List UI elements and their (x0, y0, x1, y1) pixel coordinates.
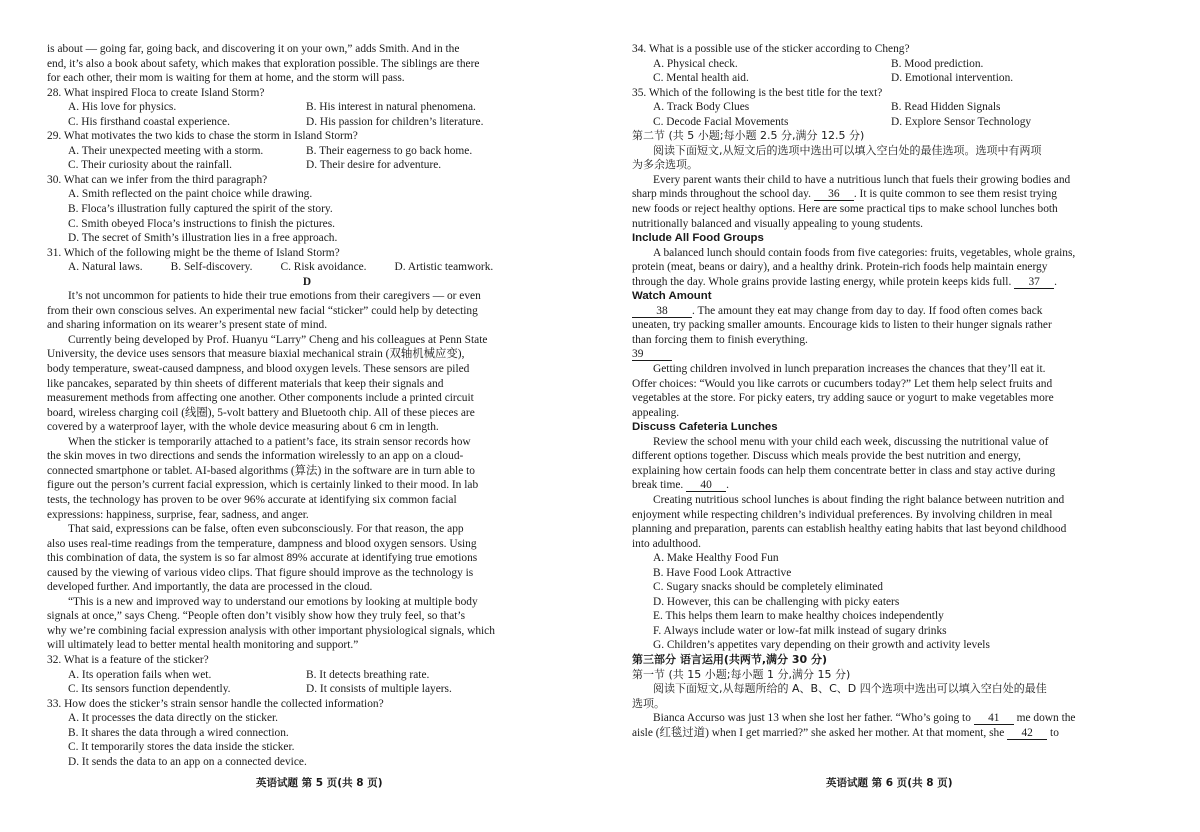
q33-option-a: A. It processes the data directly on the sticker. (68, 712, 279, 725)
q28-option-c: C. His firsthand coastal experience. (68, 115, 230, 128)
passage-line: signals at once,” says Cheng. “People often don’t visibly show how they truly feel, so that’s (47, 610, 466, 623)
passage-line: Bianca Accurso was just 13 when she lost her father. “Who’s going to 41 me down the (653, 712, 1076, 725)
question-33-stem: 33. How does the sticker’s strain sensor handle the collected information? (47, 697, 384, 710)
q29-option-d: D. Their desire for adventure. (306, 159, 442, 172)
passage-line: and sharing information on its wearer’s present state of mind. (47, 319, 328, 332)
q29-option-b: B. Their eagerness to go back home. (306, 144, 473, 157)
q28-option-d: D. His passion for children’s literature. (306, 115, 484, 128)
passage-line: body temperature, sweat-caused dampness, and blood oxygen levels. These sensors are piled (47, 363, 470, 376)
blank-37[interactable]: 37 (1014, 276, 1054, 289)
q35-option-d: D. Explore Sensor Technology (891, 115, 1032, 128)
choice-b: B. Have Food Look Attractive (653, 566, 792, 579)
passage-line: from their own conscious selves. An experimental new facial “sticker” could help by detecting (47, 304, 478, 317)
passage-line: will ultimately lead to better mental health monitoring and support.” (47, 639, 359, 652)
q32-option-b: B. It detects breathing rate. (306, 668, 430, 681)
q34-option-d: D. Emotional intervention. (891, 72, 1014, 85)
q34-option-c: C. Mental health aid. (653, 72, 749, 85)
blank-42[interactable]: 42 (1007, 727, 1047, 740)
q29-option-a: A. Their unexpected meeting with a storm. (68, 144, 264, 157)
passage-line: also uses real-time readings from the temperature, dampness and blood oxygen sensors. Using (47, 537, 477, 550)
subheading-watch-amount: Watch Amount (632, 290, 712, 303)
passage-line: explaining how certain foods can help them concentrate better in class and stay active during (632, 464, 1056, 477)
passage-line (632, 347, 1153, 362)
passage-line: this combination of data, the system is so far almost 89% accurate at identifying true emotions (47, 552, 478, 565)
section-2-instructions-cont: 为多余选项。 (632, 158, 698, 172)
passage-line: Creating nutritious school lunches is about finding the right balance between nutrition and (653, 493, 1065, 506)
section-2-instructions: 阅读下面短文,从短文后的选项中选出可以填入空白处的最佳选项。选项中有两项 (653, 143, 1042, 157)
passage-line: figure out the person’s current facial expression, which is certainly linked to their mood. In lab (47, 479, 479, 492)
section-1-title: 第一节 (共 15 小题;每小题 1 分,满分 15 分) (632, 667, 851, 681)
q35-option-c: C. Decode Facial Movements (653, 115, 789, 128)
passage-line: into adulthood. (632, 537, 701, 550)
section-1-instructions: 阅读下面短文,从每题所给的 A、B、C、D 四个选项中选出可以填入空白处的最佳 (653, 682, 1047, 696)
choice-c: C. Sugary snacks should be completely eliminated (653, 581, 883, 594)
passage-line: enjoyment while respecting children’s individual preferences. By involving children in meal (632, 508, 1053, 521)
passage-line: It’s not uncommon for patients to hide their true emotions from their caregivers — or even (68, 290, 481, 303)
part-3-title: 第三部分 语言运用(共两节,满分 30 分) (632, 652, 828, 666)
passage-line: That said, expressions can be false, often even subconsciously. For that reason, the app (68, 523, 464, 536)
blank-40[interactable]: 40 (686, 479, 726, 492)
question-28-stem: 28. What inspired Floca to create Island Storm? (47, 86, 265, 99)
question-34-stem: 34. What is a possible use of the sticker according to Cheng? (632, 43, 910, 55)
q30-option-a: A. Smith reflected on the paint choice while drawing. (68, 188, 313, 201)
passage-line: Getting children involved in lunch preparation increases the chances that they’ll eat it. (653, 363, 1046, 376)
passage-line: “This is a new and improved way to understand our emotions by looking at multiple body (68, 595, 478, 608)
passage-line: board, wireless charging coil (线圈), 5-volt battery and Bluetooth chip. All of these pieces are (47, 406, 475, 419)
passage-line: aisle (红毯过道) when I get married?” she asked her mother. At that moment, she 42 to (632, 726, 1059, 739)
passage-line: A balanced lunch should contain foods from five categories: fruits, vegetables, whole grains, (653, 246, 1076, 259)
passage-line: Review the school menu with your child each week, discussing the nutritional value of (653, 435, 1049, 448)
passage-line: developed further. And importantly, the data are processed in the cloud. (47, 581, 373, 594)
passage-line: Currently being developed by Prof. Huanyu “Larry” Cheng and his colleagues at Penn State (68, 333, 488, 346)
page-footer-left: 英语试题 第 5 页(共 8 页) (256, 777, 383, 789)
question-32-stem: 32. What is a feature of the sticker? (47, 653, 209, 666)
blank-36[interactable]: 36 (814, 188, 854, 201)
q30-option-c: C. Smith obeyed Floca’s instructions to finish the pictures. (68, 217, 336, 230)
passage-line: covered by a waterproof layer, with the whole device measuring about 6 cm in length. (47, 421, 439, 434)
q33-option-b: B. It shares the data through a wired connection. (68, 726, 289, 739)
passage-line: like pancakes, separated by thin sheets of different materials that keep their signals and (47, 377, 444, 390)
passage-line: uneaten, try packing smaller amounts. Encourage kids to listen to their hunger signals rather (632, 319, 1052, 332)
passage-line: is about — going far, going back, and discovering it on your own,” adds Smith. And in the (47, 43, 460, 55)
passage-line: through the day. Whole grains provide lasting energy, while protein keeps kids full. 37 . (632, 275, 1058, 288)
section-d-heading: D (302, 275, 312, 288)
choice-g: G. Children’s appetites vary depending on their growth and activity levels (653, 639, 990, 652)
passage-line: vegetables at the store. For picky eaters, try adding sauce or yogurt to make vegetables more (632, 392, 1054, 405)
passage-line: the skin moves in two directions and sends the information wirelessly to an app on a cloud- (47, 450, 464, 463)
q31-option-a: A. Natural laws. (68, 261, 143, 274)
question-29-stem: 29. What motivates the two kids to chase the storm in Island Storm? (47, 130, 358, 143)
passage-line: appealing. (632, 406, 680, 419)
q35-option-b: B. Read Hidden Signals (891, 101, 1001, 114)
choice-a: A. Make Healthy Food Fun (653, 552, 779, 565)
q34-option-a: A. Physical check. (653, 57, 738, 70)
subheading-cafeteria: Discuss Cafeteria Lunches (632, 421, 778, 434)
passage-line: why we’re combining facial expression analysis with other important physiological signals, which (47, 624, 495, 637)
question-30-stem: 30. What can we infer from the third paragraph? (47, 173, 268, 186)
section-1-instructions-cont: 选项。 (632, 696, 665, 710)
q33-option-c: C. It temporarily stores the data inside the sticker. (68, 741, 295, 754)
choice-d: D. However, this can be challenging with picky eaters (653, 595, 900, 608)
q35-option-a: A. Track Body Clues (653, 101, 750, 114)
passage-line: measurement methods from affecting one another. Other components include a printed circuit (47, 392, 474, 405)
page-footer-right: 英语试题 第 6 页(共 8 页) (826, 777, 953, 789)
q30-option-b: B. Floca’s illustration fully captured the spirit of the story. (68, 203, 333, 216)
passage-line: When the sticker is temporarily attached to a patient’s face, its strain sensor records how (68, 435, 471, 448)
passage-line: Every parent wants their child to have a nutritious lunch that fuels their growing bodies and (653, 173, 1071, 186)
blank-41[interactable]: 41 (974, 712, 1014, 725)
q32-option-c: C. Its sensors function dependently. (68, 683, 231, 696)
passage-line: Offer choices: “Would you like carrots or cucumbers today?” Let them help select fruits and (632, 377, 1053, 390)
blank-38[interactable]: 38 (632, 305, 692, 318)
section-2-title: 第二节 (共 5 小题;每小题 2.5 分,满分 12.5 分) (632, 129, 865, 143)
q32-option-d: D. It consists of multiple layers. (306, 683, 452, 696)
right-column (632, 42, 1153, 740)
q32-option-a: A. Its operation fails when wet. (68, 668, 212, 681)
passage-line: different options together. Discuss which meals provide the best nutrition and energy, (632, 450, 1021, 463)
question-31-stem: 31. Which of the following might be the theme of Island Storm? (47, 246, 340, 259)
passage-line: 38 . The amount they eat may change from day to day. If food often comes back (632, 304, 1153, 319)
choice-f: F. Always include water or low-fat milk instead of sugary drinks (653, 624, 947, 637)
choice-e: E. This helps them learn to make healthy choices independently (653, 610, 944, 623)
passage-line: tests, the technology has proven to be over 96% accurate at identifying six common facial (47, 493, 457, 506)
passage-line: break time. 40 . (632, 479, 729, 492)
q34-option-b: B. Mood prediction. (891, 57, 984, 70)
passage-line: University, the device uses sensors that measure biaxial mechanical strain (双轴机械应变), (47, 348, 465, 361)
passage-line: new foods or reject healthy options. Here are some practical tips to make school lunches both (632, 203, 1058, 216)
left-column (47, 42, 567, 769)
q31-option-c: C. Risk avoidance. (280, 261, 367, 274)
passage-line: planning and preparation, parents can establish healthy eating habits that last beyond childhood (632, 523, 1067, 536)
q33-option-d: D. It sends the data to an app on a connected device. (68, 755, 307, 768)
q31-option-b: B. Self-discovery. (170, 261, 253, 274)
passage-line: nutritionally balanced and visually appealing to young students. (632, 217, 924, 230)
subheading-food-groups: Include All Food Groups (632, 232, 764, 245)
passage-line: than forcing them to finish everything. (632, 333, 808, 346)
passage-line: protein (meat, beans or dairy), and a healthy drink. Protein-rich foods help maintain energy (632, 261, 1048, 274)
passage-line: caused by the viewing of various video clips. That figure should improve as the technology is (47, 566, 474, 579)
passage-line: sharp minds throughout the school day. 36 . It is quite common to see them resist trying (632, 188, 1057, 201)
q30-option-d: D. The secret of Smith’s illustration lies in a free approach. (68, 232, 338, 245)
passage-line: expressions: happiness, surprise, fear, sadness, and anger. (47, 508, 309, 521)
q28-option-a: A. His love for physics. (68, 101, 177, 114)
blank-39[interactable]: 39 (632, 348, 672, 361)
q28-option-b: B. His interest in natural phenomena. (306, 101, 476, 114)
passage-line: for each other, their mom is waiting for them at home, and the storm will pass. (47, 72, 405, 85)
q29-option-c: C. Their curiosity about the rainfall. (68, 159, 232, 172)
q31-option-d: D. Artistic teamwork. (394, 261, 494, 274)
question-35-stem: 35. Which of the following is the best title for the text? (632, 86, 883, 99)
passage-line: connected smartphone or tablet. AI-based algorithms (算法) in the software are in turn able to (47, 464, 475, 477)
passage-line: end, it’s also a book about safety, which makes that exploration possible. The siblings are there (47, 57, 480, 70)
